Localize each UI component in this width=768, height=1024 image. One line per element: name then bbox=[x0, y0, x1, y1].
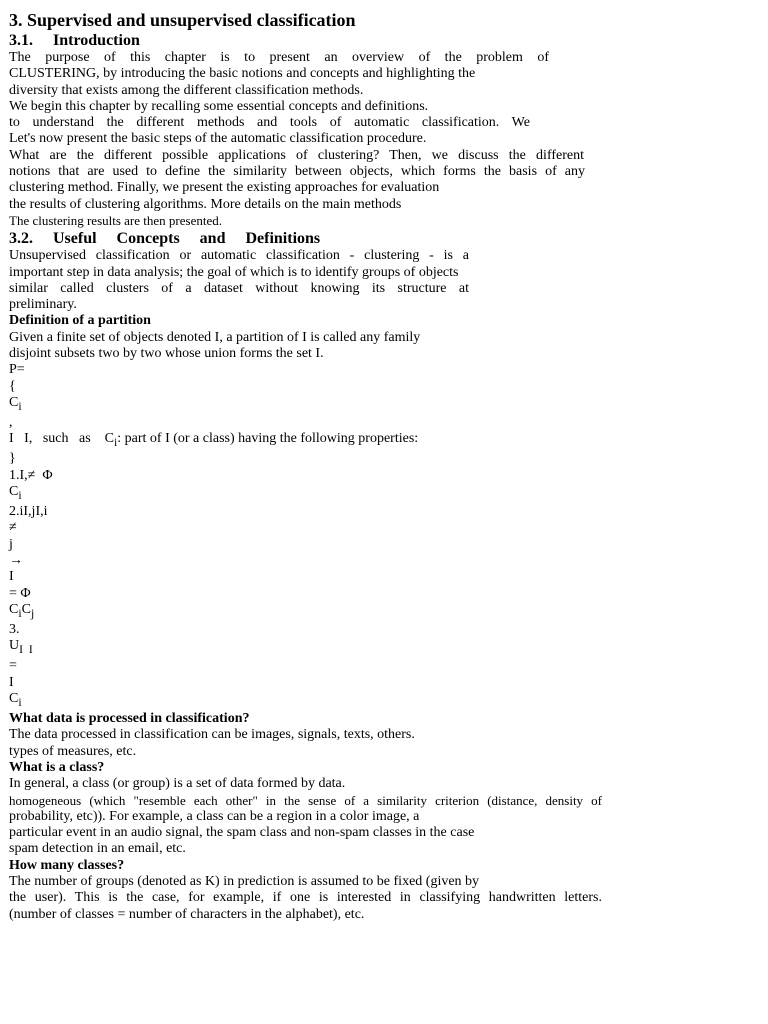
section-title: 3. Supervised and unsupervised classification bbox=[9, 10, 356, 30]
count-line: (number of classes = number of characters in the alphabet), etc. bbox=[9, 906, 365, 922]
intro-line: CLUSTERING, by introducing the basic notions and concepts and highlighting the bbox=[9, 66, 476, 82]
formula-property-2: 2.iI,jI,i bbox=[9, 504, 48, 520]
intro-line: to understand the different methods and tools of automatic classification. We bbox=[9, 115, 530, 131]
formula-i: I bbox=[9, 569, 14, 585]
intro-line: the results of clustering algorithms. More details on the main methods bbox=[9, 196, 402, 212]
concepts-line: Unsupervised classification or automatic classification - clustering - is a bbox=[9, 248, 469, 264]
intro-line: We begin this chapter by recalling some essential concepts and definitions. bbox=[9, 98, 429, 114]
concepts-line: important step in data analysis; the goal of which is to identify groups of objects bbox=[9, 264, 459, 280]
class-line: homogeneous (which "resemble each other" in the sense of a similarity criterion (distance, density of bbox=[9, 792, 602, 808]
document-page bbox=[9, 9, 609, 923]
data-line: types of measures, etc. bbox=[9, 743, 137, 759]
formula-arrow: → bbox=[9, 553, 23, 568]
class-line: particular event in an audio signal, the spam class and non-spam classes in the case bbox=[9, 825, 475, 841]
class-line: In general, a class (or group) is a set of data formed by data. bbox=[9, 776, 346, 792]
intro-line: What are the different possible applications of clustering? Then, we discuss the different bbox=[9, 147, 584, 163]
partition-formula bbox=[9, 362, 609, 711]
formula-comma: , bbox=[9, 415, 13, 431]
formula-ci: $C_i$ bbox=[9, 484, 22, 502]
formula-cicj: $C_iC_j$ bbox=[9, 601, 35, 620]
formula-ci: $C_i$ bbox=[9, 394, 22, 413]
intro-line: The purpose of this chapter is to present an overview of the problem of bbox=[9, 50, 549, 65]
formula-union: $U_{I I}$ bbox=[9, 638, 33, 657]
count-line: the user). This is the case, for example, if one is interested in classifying handwritten letters. bbox=[9, 890, 602, 906]
formula-eq-phi: = Φ bbox=[9, 585, 31, 601]
formula-properties: I I, such as $C_i$: part of I (or a class) having the following properties: bbox=[9, 431, 419, 450]
intro-line: The clustering results are then presented. bbox=[9, 212, 222, 228]
formula-j: j bbox=[9, 536, 13, 552]
intro-line: diversity that exists among the different classification methods. bbox=[9, 82, 364, 98]
data-line: The data processed in classification can be images, signals, texts, others. bbox=[9, 727, 415, 743]
formula-property-3: 3. bbox=[9, 621, 20, 637]
intro-line: notions that are used to define the similarity between objects, which forms the basis of any bbox=[9, 164, 585, 180]
formula-neq: ≠ bbox=[9, 520, 17, 536]
concepts-line: preliminary. bbox=[9, 297, 77, 313]
formula-brace-open: { bbox=[9, 378, 16, 394]
formula-i: I bbox=[9, 674, 14, 690]
partition-line: Given a finite set of objects denoted I, a partition of I is called any family bbox=[9, 329, 421, 345]
class-line: spam detection in an email, etc. bbox=[9, 841, 186, 857]
count-heading: How many classes? bbox=[9, 857, 125, 873]
class-line: probability, etc)). For example, a class can be a region in a color image, a bbox=[9, 808, 420, 824]
concepts-line: similar called clusters of a dataset without knowing its structure at bbox=[9, 280, 469, 296]
formula-p-eq: P= bbox=[9, 362, 25, 378]
intro-line: Let's now present the basic steps of the automatic classification procedure. bbox=[9, 131, 427, 147]
intro-heading: 3.1. Introduction bbox=[9, 32, 140, 49]
class-heading: What is a class? bbox=[9, 759, 105, 775]
data-heading: What data is processed in classification? bbox=[9, 711, 250, 727]
formula-eq: = bbox=[9, 658, 17, 674]
concepts-heading: 3.2. Useful Concepts and Definitions bbox=[9, 230, 321, 248]
partition-line: disjoint subsets two by two whose union forms the set I. bbox=[9, 346, 324, 362]
formula-property-1: 1.I,≠ Φ bbox=[9, 467, 53, 483]
formula-brace-close: } bbox=[9, 451, 16, 467]
formula-ci: $C_i$ bbox=[9, 690, 22, 709]
count-line: The number of groups (denoted as K) in prediction is assumed to be fixed (given by bbox=[9, 874, 480, 890]
intro-line: clustering method. Finally, we present the existing approaches for evaluation bbox=[9, 180, 440, 196]
partition-heading: Definition of a partition bbox=[9, 313, 151, 329]
